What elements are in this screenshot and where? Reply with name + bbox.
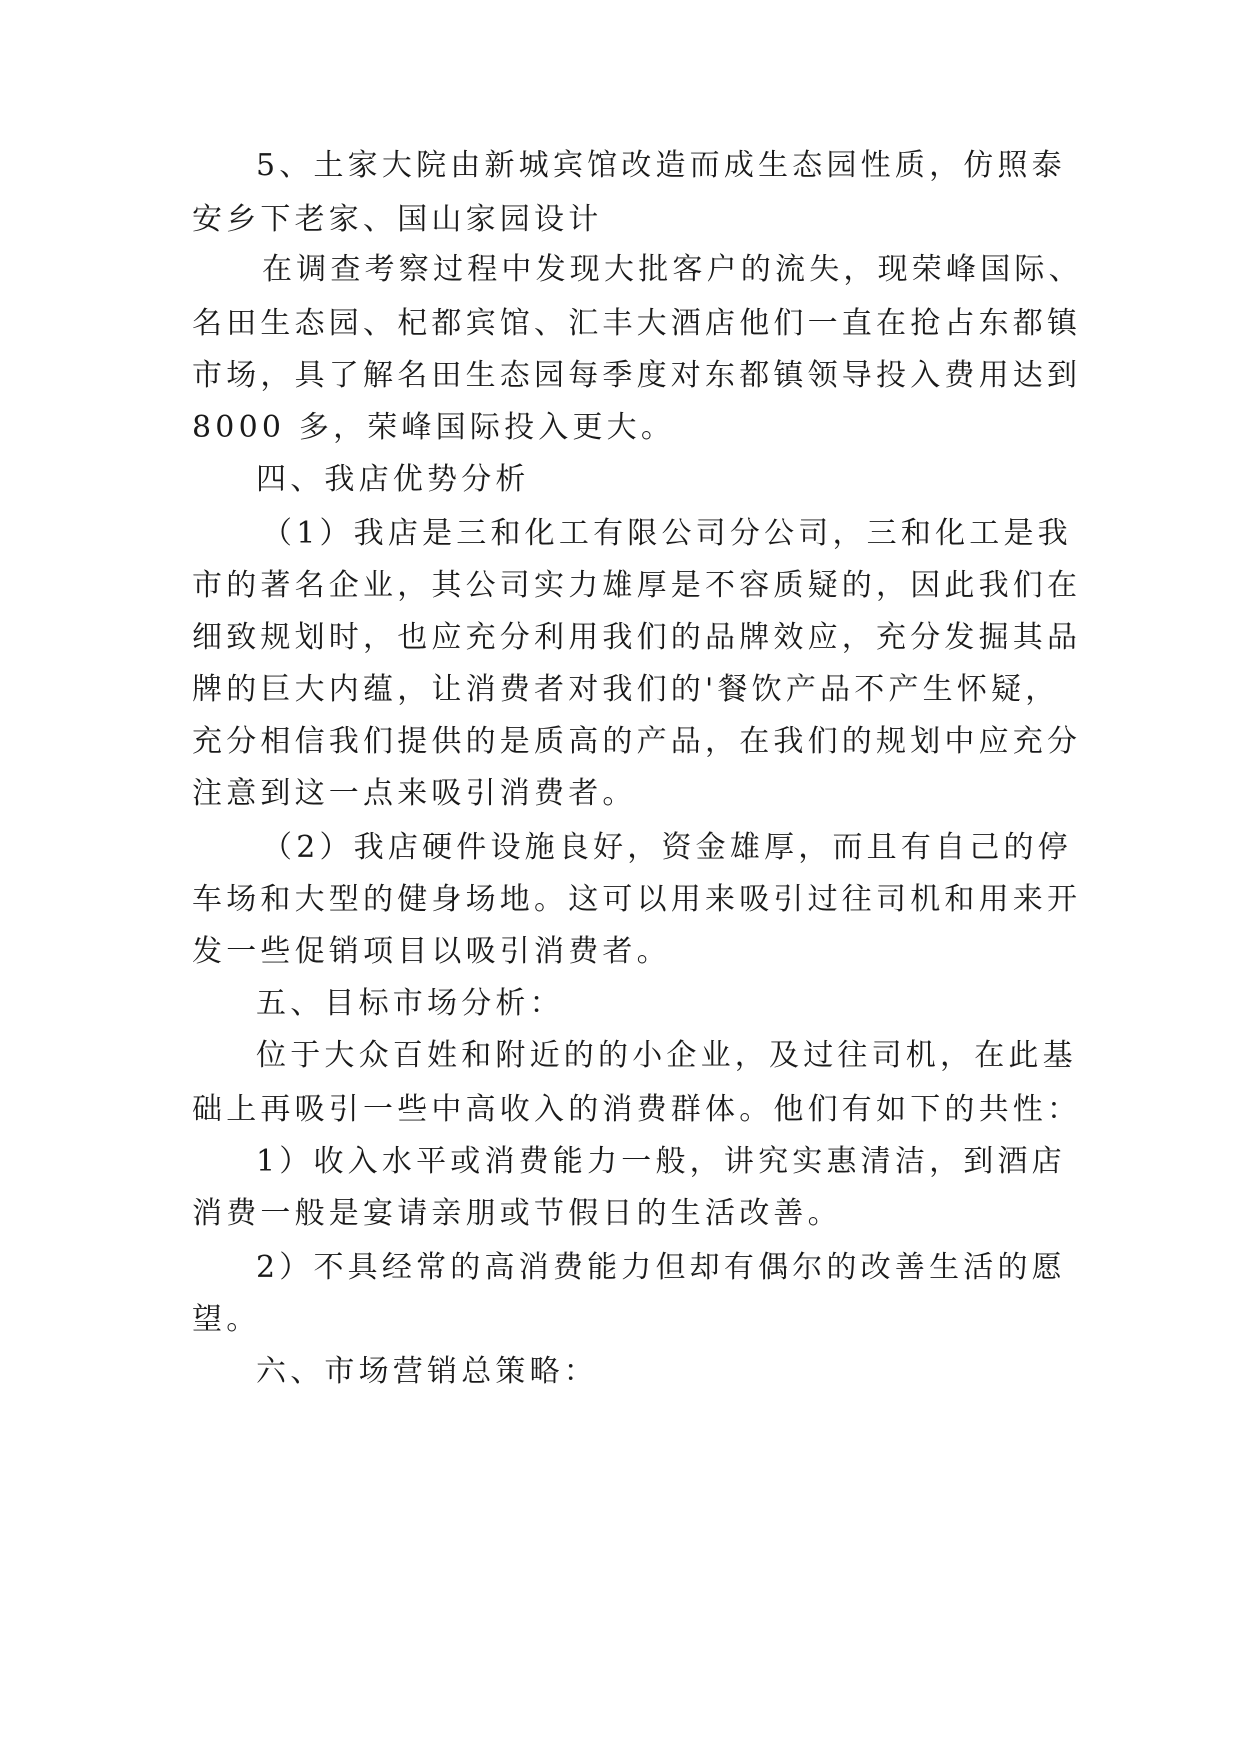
text-line: 消费一般是宴请亲朋或节假日的生活改善。 — [192, 1196, 842, 1231]
text-line: 市的著名企业，其公司实力雄厚是不容质疑的，因此我们在 — [192, 568, 1082, 603]
text-line: 8000 多，荣峰国际投入更大。 — [192, 410, 676, 445]
text-line: 车场和大型的健身场地。这可以用来吸引过往司机和用来开 — [192, 882, 1082, 917]
text-line: 市场，具了解名田生态园每季度对东都镇领导投入费用达到 — [192, 358, 1082, 393]
text-line: 1）收入水平或消费能力一般，讲究实惠清洁，到酒店 — [256, 1144, 1066, 1179]
text-line: 望。 — [192, 1302, 261, 1337]
section-heading: 六、市场营销总策略： — [256, 1354, 598, 1389]
text-line: 2）不具经常的高消费能力但却有偶尔的改善生活的愿 — [256, 1250, 1066, 1285]
text-line: 础上再吸引一些中高收入的消费群体。他们有如下的共性： — [192, 1092, 1082, 1127]
text-line: 发一些促销项目以吸引消费者。 — [192, 934, 671, 969]
text-line: （2）我店硬件设施良好，资金雄厚，而且有自己的停 — [262, 830, 1072, 865]
text-line: 安乡下老家、国山家园设计 — [192, 202, 603, 237]
text-line: 位于大众百姓和附近的的小企业，及过往司机，在此基 — [256, 1038, 1077, 1073]
text-line: 5、土家大院由新城宾馆改造而成生态园性质，仿照泰 — [256, 148, 1066, 183]
text-line: 细致规划时，也应充分利用我们的品牌效应，充分发掘其品 — [192, 620, 1082, 655]
text-line: 在调查考察过程中发现大批客户的流失，现荣峰国际、 — [262, 252, 1083, 287]
text-line: 充分相信我们提供的是质高的产品，在我们的规划中应充分 — [192, 724, 1082, 759]
text-line: （1）我店是三和化工有限公司分公司，三和化工是我 — [262, 516, 1072, 551]
section-heading: 四、我店优势分析 — [256, 462, 530, 497]
text-line: 注意到这一点来吸引消费者。 — [192, 776, 637, 811]
text-line: 名田生态园、杞都宾馆、汇丰大酒店他们一直在抢占东都镇 — [192, 306, 1082, 341]
section-heading: 五、目标市场分析： — [256, 986, 564, 1021]
text-line: 牌的巨大内蕴，让消费者对我们的'餐饮产品不产生怀疑， — [192, 672, 1060, 707]
